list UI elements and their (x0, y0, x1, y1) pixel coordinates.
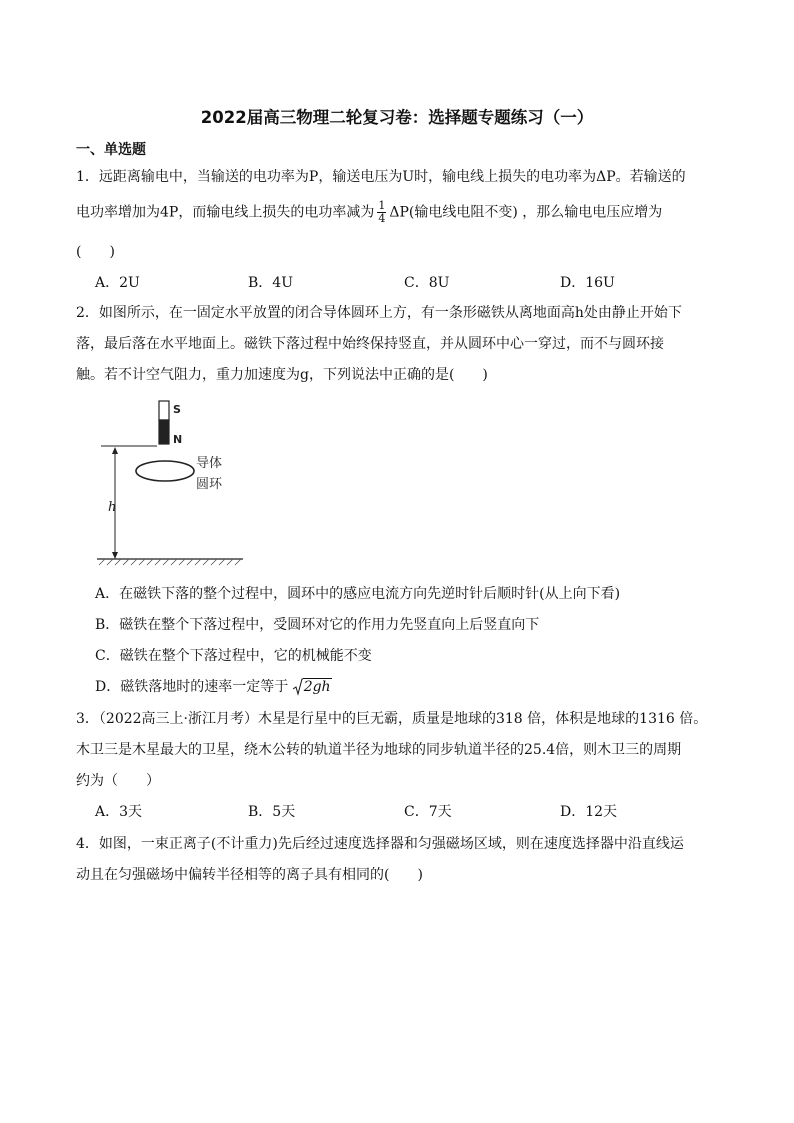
label-ring-line-1: 导体 (196, 456, 223, 471)
q3-option-a: A．3天 (95, 804, 143, 820)
sqrt-expression (293, 678, 332, 696)
q3-option-b: B．5天 (248, 804, 296, 820)
q2-option-a: A．在磁铁下落的整个过程中，圆环中的感应电流方向先逆时针后顺时针(从上向下看) (95, 586, 621, 602)
q2-option-c: C．磁铁在整个下落过程中，它的机械能不变 (95, 648, 372, 664)
section-heading: 一、单选题 (76, 142, 146, 158)
q2-line-3: 触。若不计空气阻力，重力加速度为g，下列说法中正确的是( ) (76, 367, 488, 383)
magnet-ring-figure (95, 395, 245, 574)
sqrt-radicand: 2gh (303, 679, 331, 695)
q1-line-1: 1．远距离输电中，当输送的电功率为P，输送电压为U时，输电线上损失的电功率为ΔP。若输送的 (76, 169, 686, 185)
fraction-one-quarter (377, 200, 386, 225)
q2-option-d-text: D．磁铁落地时的速率一定等于 (95, 679, 289, 695)
q3-line-3: 约为（ ） (76, 773, 160, 789)
q3-line-1: 3．（2022高三上·浙江月考）木星是行星中的巨无霸，质量是地球的318 倍，体积是地球的1316 倍。 (76, 711, 708, 727)
fraction-numerator: 1 (378, 199, 386, 212)
magnet-ring-diagram (95, 395, 245, 570)
arrow-down-icon (112, 552, 118, 559)
q1-option-d: D．16U (560, 275, 615, 291)
page-title: 2022届高三物理二轮复习卷：选择题专题练习（一） (200, 108, 594, 127)
ground-hatching (99, 559, 241, 565)
q2-line-1: 2．如图所示，在一固定水平放置的闭合导体圆环上方，有一条形磁铁从离地面高h处由静止开始下 (76, 305, 682, 321)
fraction-denominator: 4 (378, 212, 386, 225)
label-h: h (108, 500, 117, 515)
q4-line-2: 动且在匀强磁场中偏转半径相等的离子具有相同的( ) (76, 867, 423, 883)
q3-option-d: D．12天 (560, 804, 618, 820)
q4-line-1: 4．如图，一束正离子(不计重力)先后经过速度选择器和匀强磁场区域，则在速度选择器中沿直线运 (76, 836, 684, 852)
arrow-up-icon (112, 447, 118, 454)
q2-option-d (95, 676, 332, 696)
magnet-s-pole (159, 401, 169, 420)
label-s: S (173, 403, 181, 416)
q3-line-2: 木卫三是木星最大的卫星，绕木公转的轨道半径为地球的同步轨道半径的25.4倍，则木卫三的周期 (76, 742, 682, 758)
q1-line-3: ( ) (76, 244, 115, 260)
q2-option-b: B．磁铁在整个下落过程中，受圆环对它的作用力先竖直向上后竖直向下 (95, 617, 540, 633)
q1-line-2-text-a: 电功率增加为4P，而输电线上损失的电功率减为 (76, 204, 375, 221)
q1-option-c: C．8U (404, 275, 450, 291)
q1-line-2-text-b: ΔP(输电线电阻不变) ，那么输电电压应增为 (389, 204, 663, 221)
q3-option-c: C．7天 (404, 804, 452, 820)
q1-option-b: B．4U (248, 275, 293, 291)
label-ring-line-2: 圆环 (196, 477, 223, 492)
conductor-ring (136, 461, 194, 481)
sqrt-sign-icon (293, 678, 303, 696)
q1-line-2 (76, 200, 662, 225)
q2-line-2: 落，最后落在水平地面上。磁铁下落过程中始终保持竖直，并从圆环中心一穿过，而不与圆环接 (76, 336, 664, 352)
q1-option-a: A．2U (95, 275, 140, 291)
magnet-n-pole (159, 420, 169, 444)
label-n: N (173, 433, 183, 446)
